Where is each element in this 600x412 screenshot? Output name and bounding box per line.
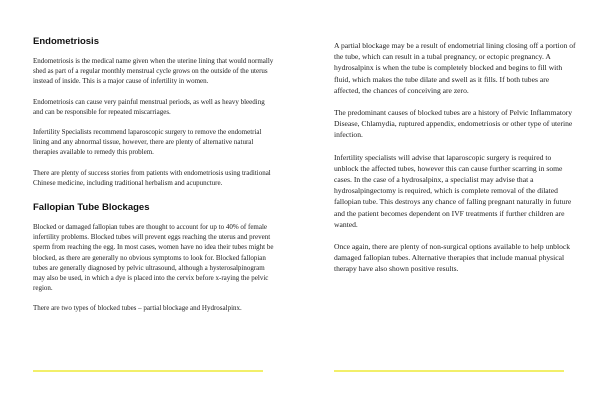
paragraph: The predominant causes of blocked tubes are a history of Pelvic Inflammatory Disease, Chlamydia, ruptured appendix, endometriosis or other type of uterine infection. [334,108,573,140]
paragraph: Endometriosis can cause very painful menstrual periods, as well as heavy bleeding and can be responsible for repeated miscarriages. [33,97,265,116]
paragraph: Infertility Specialists recommend laparoscopic surgery to remove the endometrial lining and any abnormal tissue, however, there are plenty of alternative natural therapies available to remedy this problem. [33,128,262,157]
paragraph: There are plenty of success stories from patients with endometriosis using traditional Chinese medicine, including traditional herbalism and acupuncture. [33,168,271,187]
heading-fallopian-tube-blockages: Fallopian Tube Blockages [33,202,150,214]
paragraph: Blocked or damaged fallopian tubes are thought to account for up to 40% of female infertility problems. Blocked tubes will prevent eggs reaching the uterus and prevent sperm from reaching the egg. In most cases, women have no idea their tubes might be blocked, as there are generally no obvious symptoms to look for. Blocked fallopian tubes are generally diagnosed by pelvic ultrasound, although a hysterosalpinogram may also be used, in which a dye is placed into the cervix before x-raying the pelvic region. [33,223,274,293]
paragraph: Once again, there are plenty of non-surgical options available to help unblock damaged fallopian tubes. Alternative therapies that include manual physical therapy have also shown positive results. [334,242,571,274]
paragraph: A partial blockage may be a result of endometrial lining closing off a portion of the tube, which can result in a tubal pregnancy, or ectopic pregnancy. A hydrosalpinx is when the tube is completely blocked and begins to fill with fluid, which makes the tube dilate and swell as it fills. If both tubes are affected, the chances of conceiving are zero. [334,41,576,95]
right-page [300,0,600,412]
footer-rule-right [334,370,564,372]
heading-endometriosis: Endometriosis [33,36,99,47]
paragraph: There are two types of blocked tubes – partial blockage and Hydrosalpinx. [33,304,242,313]
paragraph: Endometriosis is the medical name given when the uterine lining that would normally shed as part of a regular monthly menstrual cycle grows on the outside of the uterus instead of inside. This is a major cause of infertility in women. [33,57,274,86]
footer-rule-left [33,370,263,372]
paragraph: Infertility specialists will advise that laparoscopic surgery is required to unblock the affected tubes, however this can cause further scarring in some cases. In the case of a hydrosalpinx, a specialist may advise that a hydrosalpingectomy is required, which is complete removal of the dilated fallopian tube. This destroys any chance of falling pregnant naturally in future and the patient becomes dependent on IVF treatments if further children are wanted. [334,152,572,229]
